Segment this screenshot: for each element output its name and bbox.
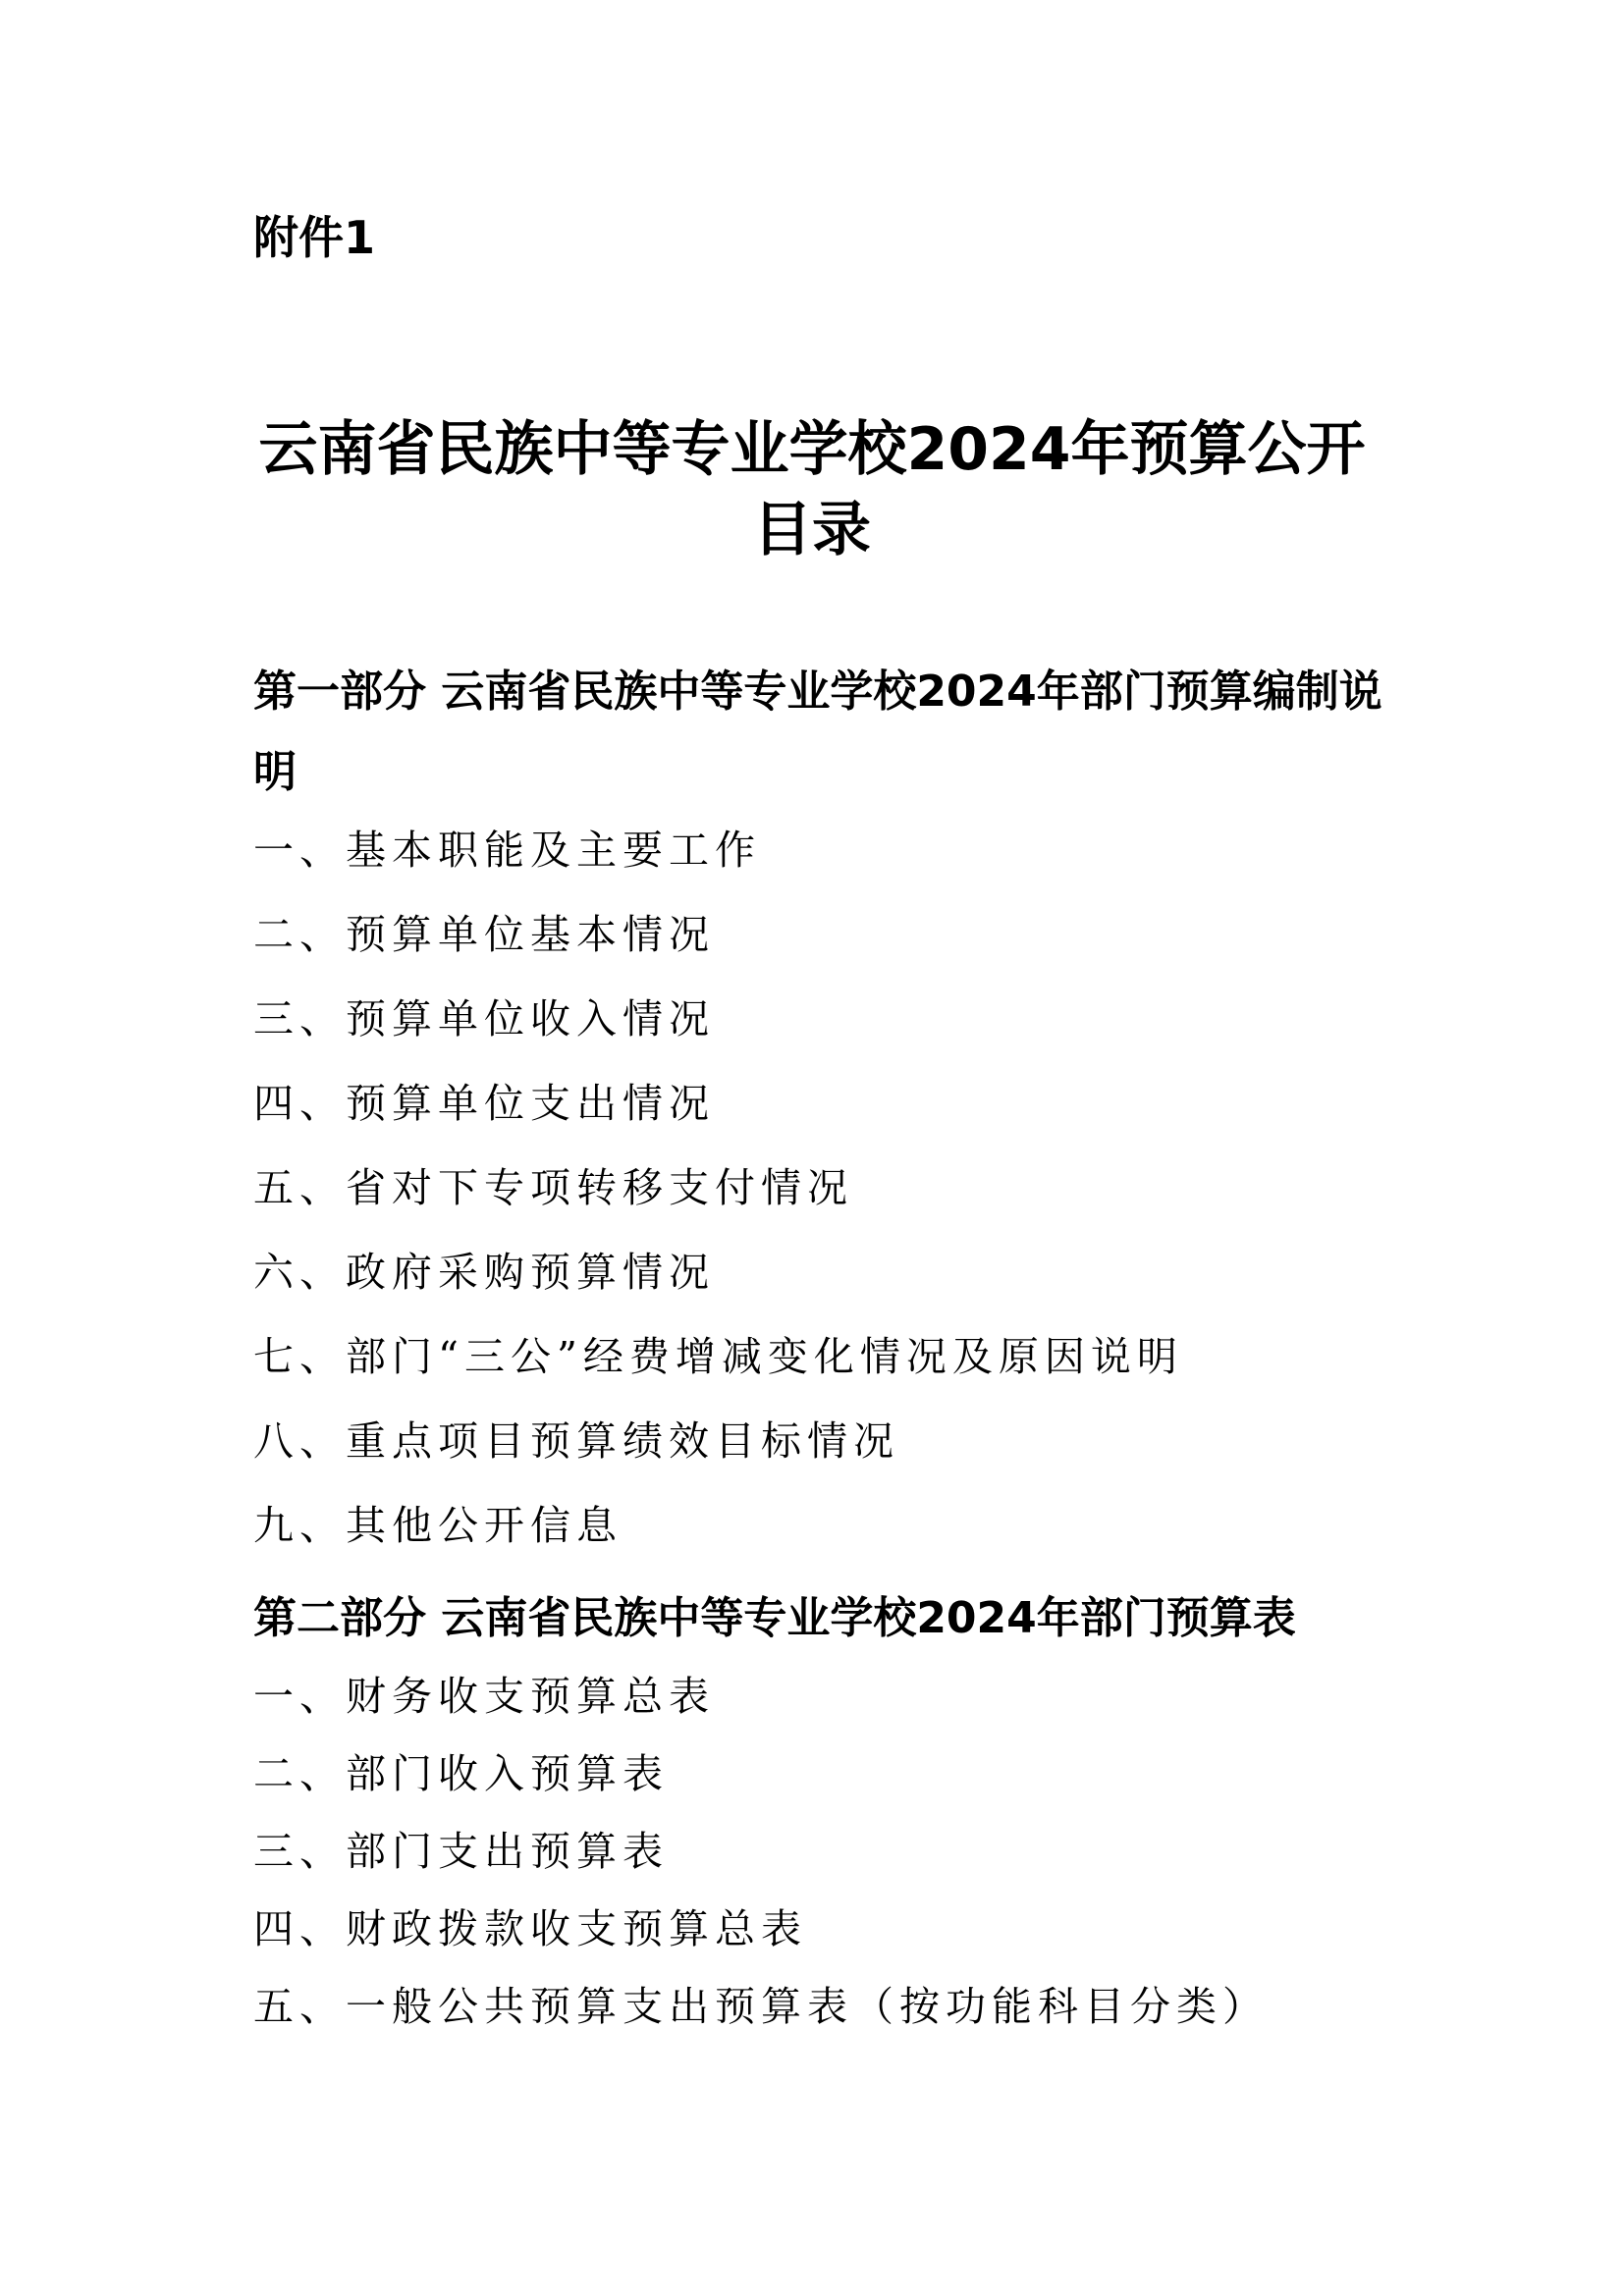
toc-item-part1-7: 七、部门“三公”经费增减变化情况及原因说明 <box>253 1333 1183 1380</box>
toc-item-part1-9: 九、其他公开信息 <box>253 1502 623 1549</box>
attachment-label: 附件1 <box>253 211 376 264</box>
document-title: 云南省民族中等专业学校2024年预算公开 <box>258 415 1366 484</box>
part1-heading: 第一部分 云南省民族中等专业学校2024年部门预算编制说明 <box>253 667 1382 797</box>
toc-item-part1-3: 三、预算单位收入情况 <box>253 995 715 1042</box>
toc-item-part1-6: 六、政府采购预算情况 <box>253 1249 715 1296</box>
toc-item-part2-2: 二、部门收入预算表 <box>253 1750 669 1797</box>
toc-item-part1-4: 四、预算单位支出情况 <box>253 1080 715 1127</box>
toc-item-part2-4: 四、财政拨款收支预算总表 <box>253 1905 807 1952</box>
toc-item-part2-1: 一、财务收支预算总表 <box>253 1673 715 1720</box>
toc-item-part2-5: 五、一般公共预算支出预算表（按功能科目分类） <box>253 1983 1269 2030</box>
toc-item-part1-1: 一、基本职能及主要工作 <box>253 827 761 874</box>
toc-item-part1-5: 五、省对下专项转移支付情况 <box>253 1164 853 1211</box>
document-title-line2: 目录 <box>753 496 871 564</box>
part2-heading: 第二部分 云南省民族中等专业学校2024年部门预算表 <box>253 1593 1296 1643</box>
toc-item-part2-3: 三、部门支出预算表 <box>253 1828 669 1875</box>
toc-item-part1-2: 二、预算单位基本情况 <box>253 911 715 958</box>
toc-item-part1-8: 八、重点项目预算绩效目标情况 <box>253 1417 899 1465</box>
